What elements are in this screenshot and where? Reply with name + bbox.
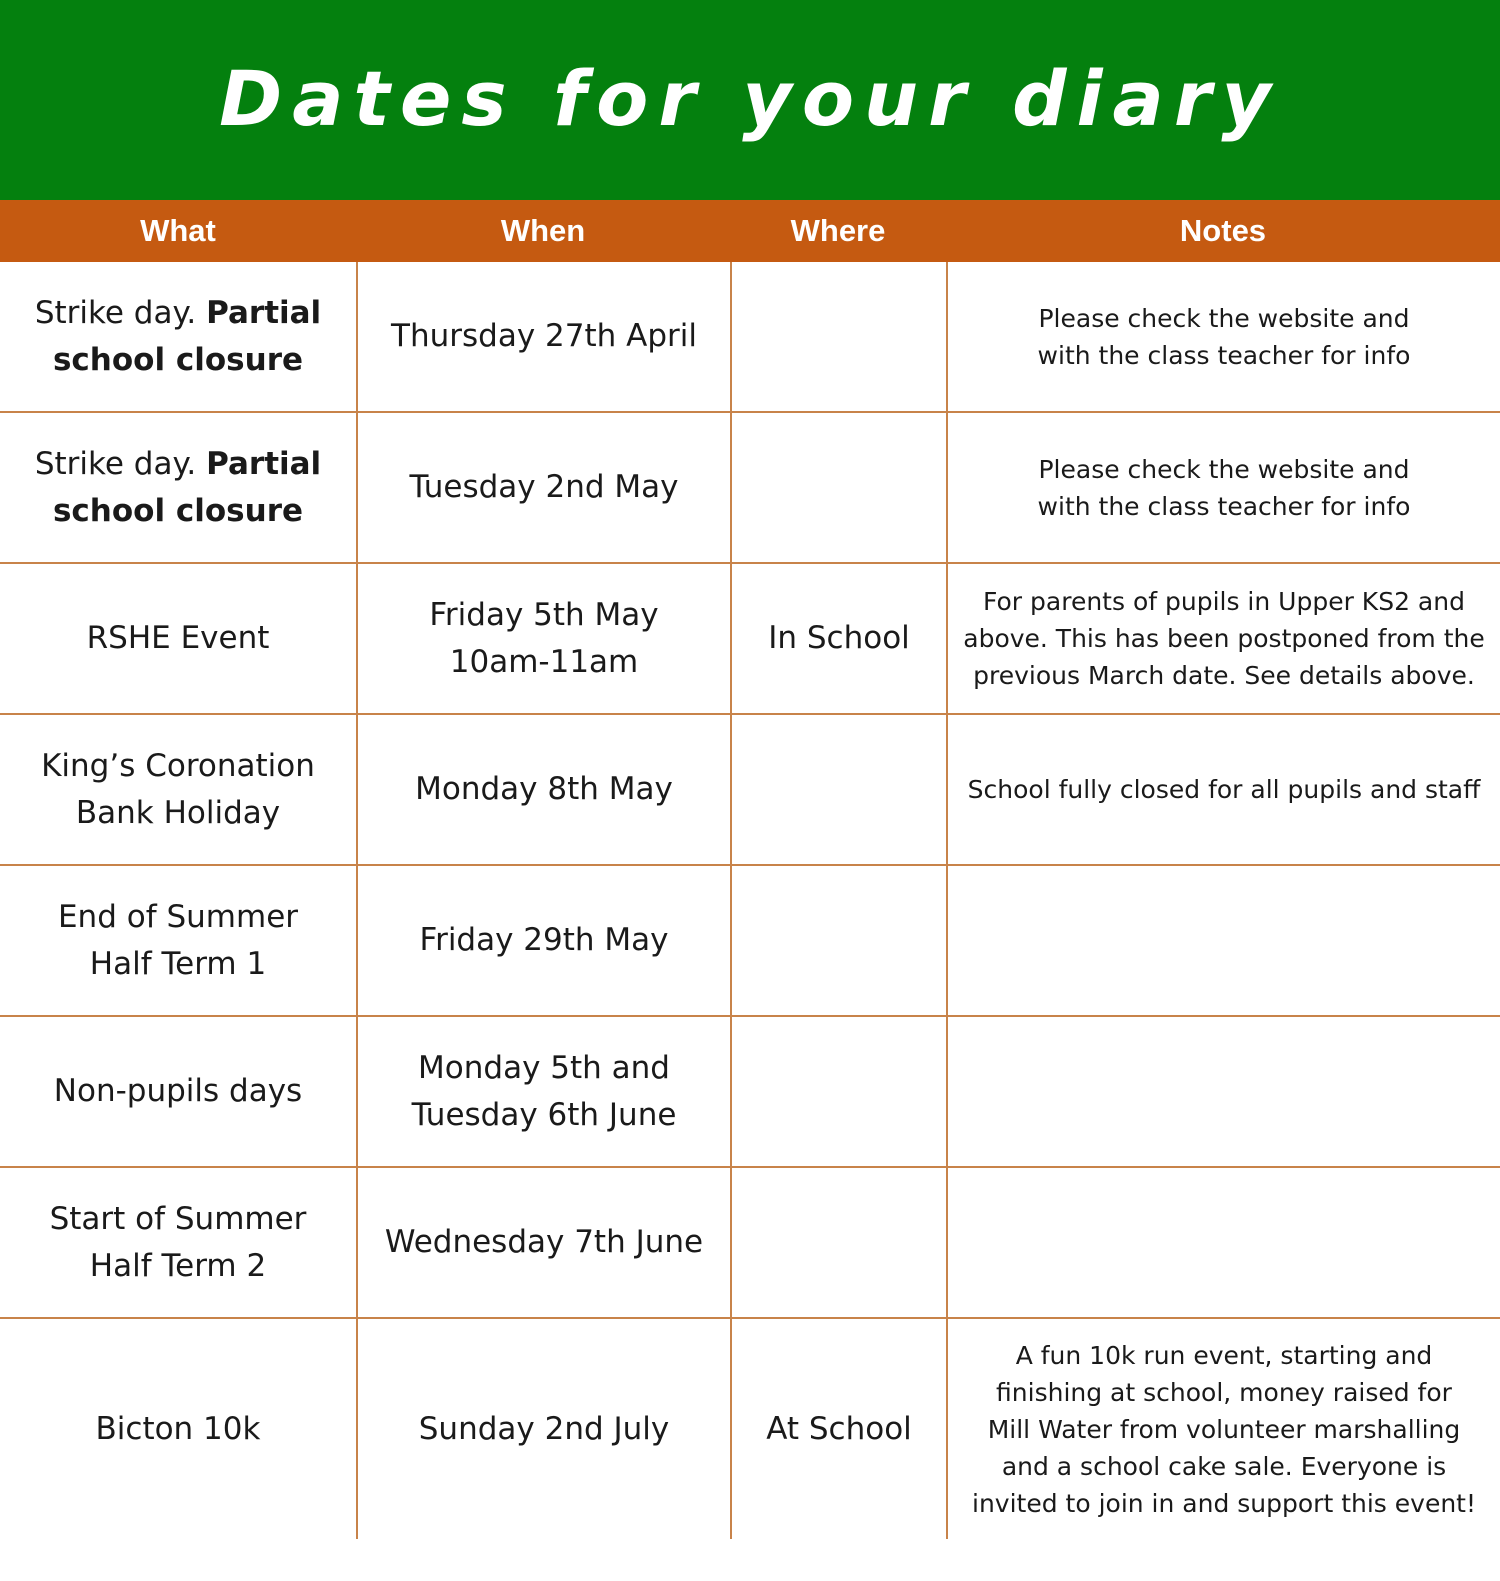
column-header-what: What <box>140 213 216 248</box>
when-line: Wednesday 7th June <box>384 1224 704 1260</box>
table-row <box>0 1017 1500 1168</box>
what-line: King’s Coronation <box>41 747 315 784</box>
notes-cell <box>946 1168 1500 1317</box>
table-row <box>0 564 1500 715</box>
where-text: In School <box>768 620 910 656</box>
what-cell <box>0 262 356 411</box>
what-line: Non-pupils days <box>53 1073 303 1109</box>
what-line: Half Term 1 <box>89 945 267 982</box>
notes-line: and a school cake sale. Everyone is <box>1001 1451 1447 1481</box>
table-row <box>0 413 1500 564</box>
table-row <box>0 715 1500 866</box>
page-banner <box>0 0 1500 200</box>
notes-line: invited to join in and support this event! <box>972 1488 1476 1518</box>
what-line: End of Summer <box>57 898 299 935</box>
table-header <box>0 200 1500 262</box>
when-cell <box>356 413 730 562</box>
notes-line: with the class teacher for info <box>1037 491 1411 521</box>
what-text: Strike day. <box>34 294 197 331</box>
notes-line: For parents of pupils in Upper KS2 and <box>983 587 1465 616</box>
what-cell <box>0 1017 356 1166</box>
when-line: 10am-11am <box>449 643 639 680</box>
when-cell <box>356 1319 730 1539</box>
notes-cell <box>946 262 1500 411</box>
notes-line: A fun 10k run event, starting and <box>1015 1340 1433 1370</box>
column-header-when: When <box>500 213 586 248</box>
page-title: Dates for your diary <box>219 53 1281 143</box>
what-line: RSHE Event <box>86 620 270 656</box>
notes-line: above. This has been postponed from the <box>963 624 1485 653</box>
when-cell <box>356 1017 730 1166</box>
table-row <box>0 1168 1500 1319</box>
notes-line: Please check the website and <box>1038 454 1410 484</box>
what-line: Bank Holiday <box>75 794 281 831</box>
notes-line: with the class teacher for info <box>1037 340 1411 370</box>
where-cell <box>730 866 946 1015</box>
when-line: Sunday 2nd July <box>418 1410 670 1447</box>
where-cell <box>730 1168 946 1317</box>
where-cell <box>730 715 946 864</box>
when-line: Monday 5th and <box>418 1049 670 1086</box>
where-text: At School <box>766 1410 912 1447</box>
what-cell <box>0 866 356 1015</box>
where-cell <box>730 564 946 713</box>
what-text: Strike day. <box>34 445 197 482</box>
where-cell <box>730 1319 946 1539</box>
what-cell <box>0 715 356 864</box>
table-row <box>0 1319 1500 1539</box>
what-cell <box>0 1319 356 1539</box>
notes-cell <box>946 1319 1500 1539</box>
what-line: Bicton 10k <box>95 1410 261 1447</box>
when-cell <box>356 1168 730 1317</box>
what-cell <box>0 1168 356 1317</box>
notes-line: School fully closed for all pupils and staff <box>967 775 1481 804</box>
what-bold-text: Partial school closure <box>52 294 322 378</box>
when-line: Friday 29th May <box>419 922 669 958</box>
table-row <box>0 262 1500 413</box>
notes-cell <box>946 1017 1500 1166</box>
when-line: Friday 5th May <box>429 596 659 633</box>
notes-cell <box>946 715 1500 864</box>
when-line: Thursday 27th April <box>391 318 697 354</box>
column-header-where: Where <box>790 213 886 248</box>
notes-cell <box>946 866 1500 1015</box>
notes-line: Mill Water from volunteer marshalling <box>987 1414 1461 1444</box>
when-cell <box>356 262 730 411</box>
what-line: Half Term 2 <box>89 1247 267 1284</box>
where-cell <box>730 413 946 562</box>
what-cell <box>0 564 356 713</box>
diary-table <box>0 262 1500 1539</box>
when-line: Tuesday 6th June <box>411 1096 677 1133</box>
when-cell <box>356 715 730 864</box>
when-cell <box>356 866 730 1015</box>
where-cell <box>730 262 946 411</box>
when-cell <box>356 564 730 713</box>
where-cell <box>730 1017 946 1166</box>
what-line: Start of Summer <box>49 1200 307 1237</box>
column-header-notes: Notes <box>1179 213 1267 248</box>
notes-line: Please check the website and <box>1038 303 1410 333</box>
notes-line: finishing at school, money raised for <box>996 1377 1452 1407</box>
notes-cell <box>946 413 1500 562</box>
notes-line: previous March date. See details above. <box>973 661 1475 690</box>
what-bold-text: Partial school closure <box>52 445 322 529</box>
when-line: Monday 8th May <box>415 771 673 807</box>
notes-cell <box>946 564 1500 713</box>
what-cell <box>0 413 356 562</box>
table-row <box>0 866 1500 1017</box>
when-line: Tuesday 2nd May <box>409 469 679 505</box>
